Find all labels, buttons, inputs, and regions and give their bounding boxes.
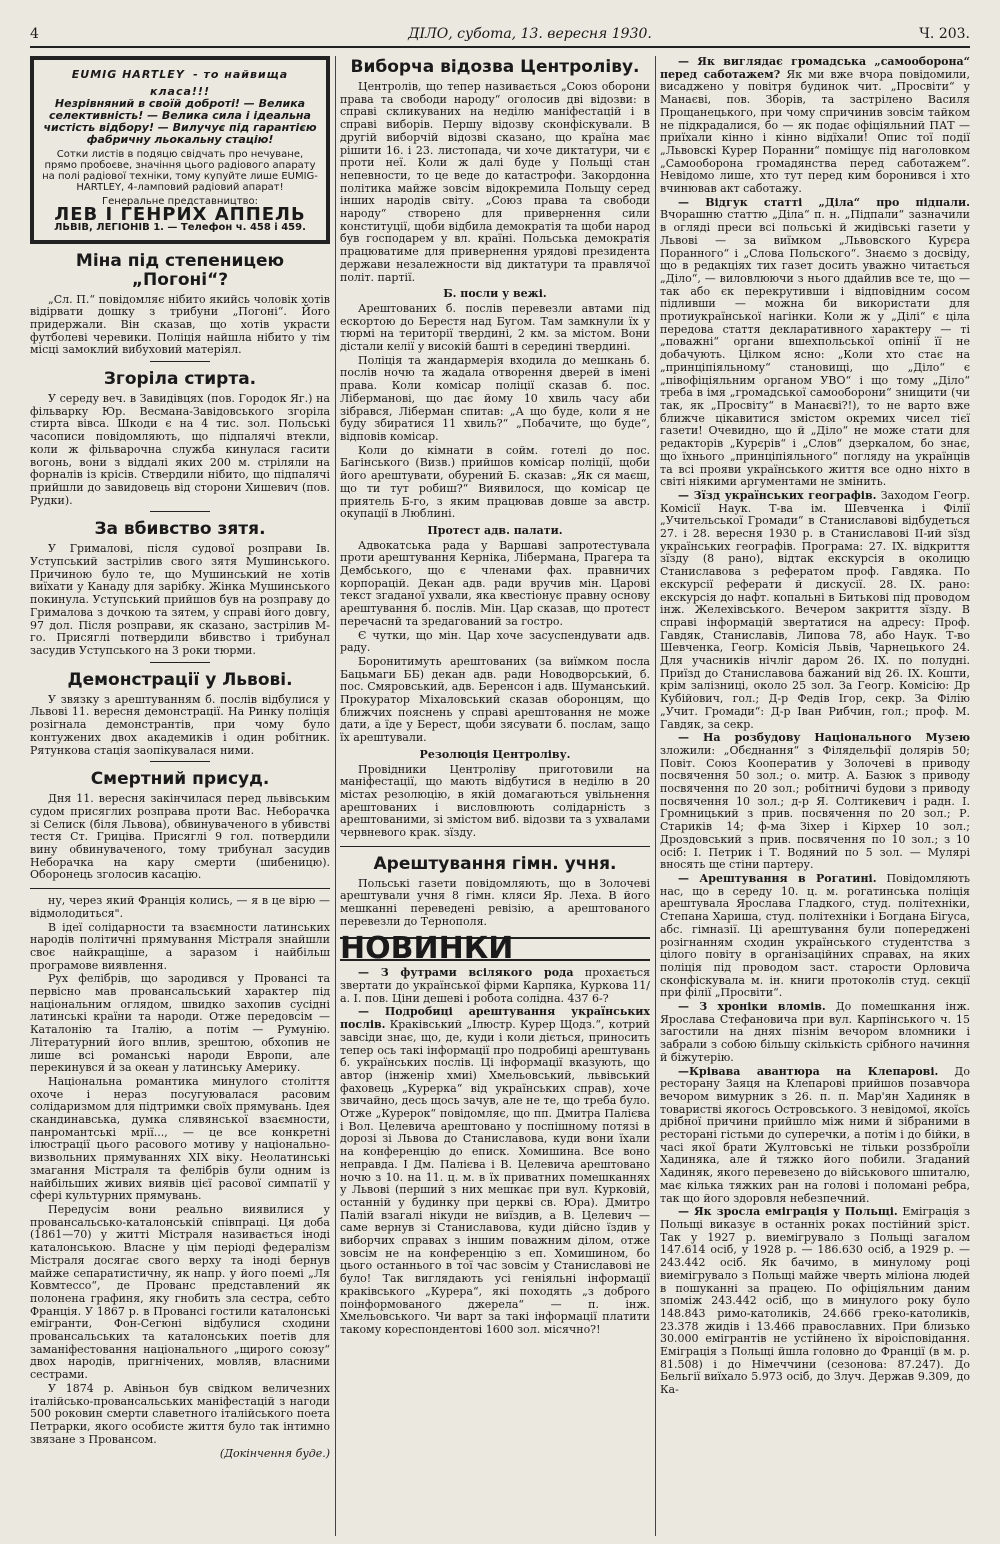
news-item-text: Вчорашню статтю „Діла“ п. н. „Підпали“ зазначили в огляді преси всі польські й жидівські газети у Львові — за виїмком „Львовского Курєра Поранного“ і „Слова Польского“. Знаємо з досвіду, що в редакціях тих газет досить уважно читається „Діло“, — виловлюючи з нього ддайлив все те, що — так або єк перекрутивши і відповідним сосом підливши — можна би використати для протиукраїнської нагінки. Коли ж у „Ділі“ є ціла передова стаття декларативного характеру — ті „поважні“ органи вшехпольської опінії її не добачують. Цілком ясно: „Коли хто стає на „принціпіяльному“ становищі, що „Діло“ є „півофіціяльним органом УВО“ і що тому „Діло“ треба в імя „громадської самооборони“ знищити (чи так, як „Просвіту“ в Манаєві?!), то не варто вже ближче цікавитися змістом окремих чисел тієї газети! Очевидно, що й „Діло“ не може стати для редакторів „Курєрів“ і „Слов“ дзеркалом, бо знає, що їхнього „принціпіяльного“ погляду на українців та всі прояви українського життя все одно ніхто в світі ніякими аргументами не змінить. — [660, 208, 970, 489]
ad-address: ЛЬВІВ, ЛЕГІОНІВ 1. — Телефон ч. 458 і 459. — [54, 221, 306, 233]
divider — [340, 846, 650, 847]
article-title: За вбивство зятя. — [94, 519, 266, 540]
news-item-text: До помешкання інж. Ярослава Стефановича при вул. Карпінського ч. 15 загостили на днях пізнім вечором вломники і забрали з собою більшу скількість срібного начиння й біжутерію. — [660, 1000, 970, 1064]
mistral-article — [30, 895, 330, 1446]
article-paragraph: Поліція та жандармерія входила до мешкань б. послів ночю та жадала отворення дверей в імені права. Коли комісар поліції сказав б. пос. Ліберманові, що дає йому 10 хвиль часу аби зібрався, Ліберман спитав: „А що буде, коли я не буду збиратися 11 хвиль?“ „Побачите, що буде“, відповів комісар. — [340, 353, 650, 443]
news-item-text: Заходом Геогр. Комісії Наук. Т-ва ім. Шевченка і Філії „Учительської Громади“ в Станиславові відбудеться 27. і 28. вересня 1930 р. в Станиславові II-ий зїзд українських географів. Програма: 27. IX. відкриття зїзду (8 рано), відтак екскурсія в околицю Станиславова з рефератом проф. Гавдяка. По екскурсії реферати й дискусії. 28. IX. рано: екскурсія до нафт. копальні в Битькові під проводом інж. Желехівського. Вечером закриття зїзду. В справі інформацій звертатися на адресу: Проф. Гавдяк, Станиславів, Липова 78, або Наук. Т-во Шевченка, Геогр. Комісія Львів, Чарнецького 24. Для учасників нічліг даром 26. IX. по полудні. Приїзд до Станиславова бажаний від 26. IX. Кошти, крім залізниці, около 25 зол. За Геогр. Комісію: Др Кубійович, гол.; Д-р Федів Ігор, секр. За Філію „Учит. Громади“: Д-р Іван Рибчин, гол.; проф. М. Гавдяк, за секр. — [660, 488, 970, 731]
ad-brand: EUMIG HARTLEY - то найвища класа!!! — [71, 68, 289, 98]
news-item — [340, 967, 650, 1005]
news-item-text: Еміграція з Польщі виказує в останніх роках постійний зріст. Так у 1927 р. виемігрувало з Польщі загалом 147.614 осіб, у 1928 р. — 186.630 осіб, а 1929 р. — 243.442 осіб. Як бачимо, в минулому році виемігрувало з Польщі майже чверть міліона людей в пошуканні за працею. По офіціяльним даним зпоміж 243.442 осіб, що в минулого року було 148.843 римо-католиків, 24.666 греко-католиків, 23.378 жидів і 13.466 православних. При близько 30.000 емігрантів не устійнено їх віроісповідання. Еміграція з Польщі йшла головно до Франції (в м. р. 81.508) і до Німеччини (сезонова: 87.247). До Бельгії виїхало 5.973 осіб, до Злуч. Держав 9.309, до Ка- — [660, 1205, 970, 1397]
article-body — [340, 764, 650, 840]
article-body — [340, 303, 650, 521]
article-text: У середу веч. в Завидівцях (пов. Городок Яг.) на фільварку Юр. Весмана-Завідовського згоріла стирта вівса. Шкоди є на 4 тис. зол. Польські часописи повідомляють, що підпалячі втекли, коли ж фільварочна служба кинулася гасити вогонь, вони з віддалі яких 200 м. стріляли на форналів із крісів. Ствердили нібито, що підпалячі прийшли до завидовець від сторони Хишевич (пов. Рудки). — [30, 392, 330, 507]
article-paragraph: Рух фелібрів, що зародився у Провансі та первісно мав провансальський характер під національним оглядом, швидко захопив сусідні латинські країни та народи. Отже передовсім — Каталонію та Італію, а потім — Румунію. Літературний його вплив, зрештою, обхопив не лише всі романські народи Европи, але перекинувся й за океан у латинську Америку. — [30, 972, 330, 1075]
article-paragraph: В ідеї солідарности та взаємности латинських народів політичні прямування Містраля знайшли своє найкращіше, а заразом і найбільш програмове виявлення. — [30, 920, 330, 972]
article-paragraph: Польські газети повідомляють, що в Золочеві арештували учня 8 гімн. кляси Яр. Леха. В його мешканні переведені ревізію, а арештованого перевезли до Тернополя. — [340, 876, 650, 928]
news-item-lead: — Подробиці арештування українських послів. — [340, 1005, 650, 1032]
column-3 — [660, 56, 970, 1536]
news-item — [660, 1001, 970, 1065]
news-item-text: прохається звертати до української фірми Карпяка, Куркова 11/а. І. пов. Ціни дешеві і робота солідна. 437 6-? — [340, 966, 650, 1005]
section-heading-novinky: НОВИНКИ — [340, 937, 650, 962]
news-item — [660, 873, 970, 1000]
issue-number: Ч. 203. — [919, 26, 970, 42]
article-paragraph: У 1874 р. Авіньон був свідком величезних італійсько-провансальських маніфестацій з нагоди 500 роковин смерти славетного італійського поета Петрарки, якого особисте життя було так інтимно звязане з Провансом. — [30, 1381, 330, 1446]
news-list — [660, 56, 970, 1397]
news-item-lead: — Відгук статті „Діла“ про підпали. — [678, 195, 970, 209]
article-title: Згоріла стирта. — [103, 369, 257, 390]
news-list — [340, 967, 650, 1336]
subsection-title: Протест адв. палати. — [427, 523, 563, 537]
article-title: Смертний присуд. — [90, 769, 270, 790]
section-rule — [30, 888, 330, 889]
news-item-text: Повідомляють нас, що в середу 10. ц. м. рогатинська поліція арештувала Ярослава Гладкого, студ. політехніки, Степана Хариша, студ. політехніки і Богдана Бігуса, абс. гімназії. Ці арештування були попереджені розігнанням сходин українського студентства з цілого повіту в організаційних справах, на яких поліція під проводом заст. старости Орловича сконфіскувала м. ін. книги протоколів студ. секції при філії „Просвіти“. — [660, 872, 970, 1000]
news-item-lead: — Як виглядає громадська „самооборона“ перед саботажем? — [660, 56, 970, 81]
divider — [150, 662, 210, 663]
news-item — [660, 1066, 970, 1206]
ad-slogan: Незрівняний в своїй доброті! — Велика селективність! — Велика сила і ідеальна чистість відбору! — Вилучує під гарантією фабричну льокальну стацію! — [43, 97, 317, 147]
divider — [150, 761, 210, 762]
news-item-lead: —Крівава авантюра на Клепарові. — [678, 1064, 939, 1078]
divider — [150, 511, 210, 512]
column-1 — [30, 56, 330, 1536]
article-paragraph: Є чутки, що мін. Цар хоче засуспендувати адв. раду. — [340, 628, 650, 655]
article-body — [340, 878, 650, 929]
article-text: У Грималові, після судової розправи Ів. Уступський застрілив свого зятя Мушинського. Причиною було те, що Мушинський не хотів виїхати у Канаду для зарібку. Жінка Мушинського покинула. Уступський прийшов був на розправу до Грималова з дочкою та зятем, у справі його довгу, 97 дол. Після розправи, як сказано, застрілив М-го. Присяглі потвердили вбивство і трибунал засудив Уступського на 3 роки тюрми. — [30, 542, 330, 657]
article-paragraph: Національна романтика минулого століття охоче і нераз посугуювалася расовим солідаризмом для підтримки своїх прямувань. Ідея скандинавська, думка слявянської взаємности, панромантські мрії..., — це все конкретні ілюстрації цього расового мотиву у національно-визвольних прямуваннях XIX віку. Неолатинські змагання Містраля та фелібрів були одним із найбільших живих виявів цієї расової симпатії у сфері культурних прямувань. — [30, 1074, 330, 1203]
news-item — [660, 490, 970, 731]
continued-note: (Докінчення буде.) — [219, 1447, 330, 1461]
radio-advertisement — [30, 56, 330, 244]
article-paragraph: Центролів, що тепер називається „Союз оборони права та свободи народу“ оголосив дві відозви: в справі скликуваних на неділю маніфестацій і в справі виборів. Першу відозву сконфіскували. В другій виборчій відозві сказано, що країна має рішити 16. і 23. листопада, чи хоче диктатури, чи є проти неї. Коли ж далі буде у Польщі стан непевности, то це веде до катастрофи. Закордонна політика майже зовсім відокремила Польщу серед інших народів світу. „Союз права та свободи народу“ створено для привернення сили конституції, щоби відбила демократія та щоби народ був господарем у вл. країні. Польська демократія працюватиме для привернення урядові президента держави незалежности від диктатури та правлячої політ. партії. — [340, 80, 650, 284]
news-item-text: зложили: „Обєднання“ з Філядельфії долярів 50; Повіт. Союз Кооператив у Золочеві в приводу посвячення 50 зол.; о. митр. А. Базюк з приводу посвячення по 20 зол.; робітничі будови з приводу посвячення 10 зол.; д-р Я. Солтикевич і радн. І. Громницький з прив. посвячення по 20 зол.; Р. Стариків 14; ф-ма Зіхер і Кірхер 10 зол.; Дроздовський з прив. посвячення по 10 зол.; з 10 осіб: І. Петрик і Т. Водяний по 5 зол. — Мулярі вносять ще стіни партеру. — [660, 743, 970, 872]
article-title: Міна під степеницею „Погоні“? — [75, 250, 285, 290]
news-item-lead: — На розбудову Національного Музею — [678, 731, 970, 745]
news-item-lead: — З футрами всілякого рода — [358, 966, 574, 980]
news-item-text: Краківський „Ілюстр. Курер Щодз.“, котрий завсіди знає, що, де, куди і коли діється, приносить тепер ось такі інформації про подробиці арештувань б. українських послів. Ці інформації вказують, що автор (інженір хмиі) Хмельовський, львівський фаховець „Курерка“ від українських справ), хоче звичайно, десь щось зачув, але не те, що треба було. Отже „Курерок“ повідомляє, що пп. Дмитра Палієва і Вол. Целевича арештовано у поспішному потязі в дорозі зі Львова до Станиславова, куди вони їхали на конференцію до еписк. Хомишина. Все воно неправда. І Дм. Палієва і В. Целевича арештовано ночю з 10. на 11. ц. м. в їх приватних помешканнях у Львові (перший з них мешкає при вул. Курковій, останній у будинку при церкві св. Юра). Дмитро Палій взагалі нікуди не виїздив, а В. Целевич — саме вернув зі Станиславова, куди дійсно їздив у виборчих справах з іншим поважним ділом, отже зовсім не на конференцію з еп. Хомишином, бо цього останнього в тої час зовсім у Станиславові не було! Так виглядають усі геніяльні інформації краківського „Курера“, які походять „з доброго поінформованого джерела“ — п. інж. Хмельовського. Чи варт за такі інформації платити такому кореспондентові 1600 зол. місячно?! — [340, 1018, 650, 1336]
subsection-title: Б. посли у вежі. — [443, 287, 547, 301]
article-paragraph: Арештованих б. послів перевезли автами під ескортою до Берестя над Бугом. Там замкнули їх у тюрмі на території твердині, 2 км. за містом. Вони дістали келії у високій башті в середині твердині. — [340, 301, 650, 354]
article-body — [340, 540, 650, 745]
news-item-lead: — З хроніки вломів. — [678, 1000, 826, 1014]
news-item — [340, 1006, 650, 1336]
ad-body: Сотки листів в подяцю свідчать про нечуване, прямо пробоєве, значіння цього радіового апарату на полі радіової техніки, тому купуйте лише EUMIG-HARTLEY, 4-ламповий радіовий апарат! — [42, 149, 318, 194]
article-title: Арештування гімн. учня. — [373, 853, 617, 874]
ad-representative-label: Генеральне представництво: — [102, 196, 258, 208]
article-text: У звязку з арештуванням б. послів відбулися у Львові 11. вересня демонстрації. На Ринку поліція розігнала демонстрантів, при чому було контужених двох академиків і один робітник. Рятункова стація заопікувалася ними. — [30, 692, 330, 757]
news-item — [660, 56, 970, 196]
article-title: Демонстрації у Львові. — [67, 669, 293, 690]
column-2 — [340, 56, 650, 1536]
article-text: „Сл. П.“ повідомляє нібито якийсь чоловік хотів відірвати дошку з трибуни „Погоні“. Його придержали. Він сказав, що хотів украсти футболеві черевики. Поліція найшла нібито у тім місці замоклий вибуховий матеріял. — [30, 292, 330, 357]
column-divider — [655, 56, 656, 1536]
news-item-text: До ресторану Заяця на Клепарові прийшов позавчора вечором вимурник з 26. п. п. Мар'ян Хадиняк в товаристві якогось Островського. З невідомої, якоїсь дрібної причини прийшло між ними й зібраними в ресторані гістьми до суперечки, а потім і до бійки, в часі якої брати Жултовські не тільки роззброїли Хадиняка, але й тяжко його побили. Згаданий Хадиняк, якого перевезено до військового шпиталю, має кілька тяжких ран на голові і поломані ребра, так що його здоровля небезпечний. — [660, 1064, 970, 1205]
news-item — [660, 197, 970, 489]
article-paragraph: Провідники Центроліву приготовили на маніфестації, що мають відбутися в неділю в 20 містах резолюцію, в якій домагаються увільнення арештованих і висловлюють солідарність з арештованими, зі змістом виб. відозви та з ухвалами червневого крак. зїзду. — [340, 762, 650, 840]
news-item — [660, 1206, 970, 1397]
article-title: Виборча відозва Центроліву. — [350, 57, 640, 77]
article-paragraph: Передусім вони реально виявилися у провансальсько-каталонській співпраці. Ця доба (1861—70) у житті Містраля називається іноді каталонською. Власне у цім періоді федералізм Містраля досягає свого верху та іноді бернув майже сепаратистичну, як напр. у його поемі „Ля Ковмтессо“, де Прованс представлений як полонена графиня, яку гнобить зла сестра, себто Франція. У 1867 р. в Провансі гостили каталонські емігранти, Фон-Сегюні відбулися сходини провансальських та каталонських поетів для заманіфестовання національного „щирого союзу“ двох народів, пригнічених, мовляв, власними сестрами. — [30, 1203, 330, 1382]
article-paragraph: Коли до кімнати в сойм. готелі до пос. Багінського (Визв.) прийшов комісар поліції, щоби його арештувати, обурений Б. сказав: „Як ся маєш, що ти тут робиш?“ Виявилося, що комісар це приятель Б-го, з яким працював довше за австр. окупації в Люблині. — [340, 443, 650, 521]
article-body — [340, 81, 650, 284]
subsection-title: Резолюція Центроліву. — [419, 747, 571, 761]
news-item — [660, 732, 970, 872]
news-item-lead: — Арештування в Рогатині. — [678, 872, 877, 885]
news-item-text: Як ми вже вчора повідомили, висаджено у повітря будинок чит. „Просвіти“ у Манаєві, пов. Зборів, та застрілено Василя Прощанецького, при чому спричинив зовсім тайком не підкрадалися, бо — як подає офіціяльний ПАТ — приїхали кінно і кінно відїхали! Опис тої події „Львовскі Курер Поранни“ поміщує під наголовком „Самооборона громадянства перед саботажем“. Невідомо лише, хто тут перед ким боронився і хто вчинював акт саботажу. — [660, 67, 970, 196]
news-item-lead: — Як зросла еміграція у Польщі. — [678, 1205, 898, 1219]
article-paragraph: Боронитимуть арештованих (за виїмком посла Бацьмаги ББ) декан адв. ради Новодворський, б. пос. Смяровський, адв. Беренсон і адв. Шуманський. Прокуратор Міхаловський сказав оборонцям, що ближчих пояснень у справі арештовання не може дати, а їде у Берест, щоби зясувати б. послам, защо їх арештували. — [340, 654, 650, 745]
article-paragraph: ну, через який Франція колись, — я в це вірю — відмолодиться". — [30, 894, 330, 920]
news-item-lead: — Зїзд українських географів. — [678, 488, 877, 502]
column-divider — [335, 56, 336, 1536]
ad-company-name: ЛЕВ І ГЕНРИХ АППЕЛЬ — [54, 204, 306, 226]
ad-tagline: - то найвища класа!!! — [150, 68, 289, 98]
divider — [150, 361, 210, 362]
page-number: 4 — [30, 26, 39, 42]
article-paragraph: Адвокатська рада у Варшаві запротестувала проти арештування Керніка, Лібермана, Прагера та Дембського, що є членами фах. правничих корпорацій. Декан адв. ради вручив мін. Царові текст згаданої ухвали, яка квестіонує правну основу арештування б. послів. Мін. Цар сказав, що протест перечаснй та зредагований за гостро. — [340, 538, 650, 628]
page-header — [30, 26, 970, 48]
masthead: ДІЛО, субота, 13. вересня 1930. — [408, 26, 652, 42]
article-text: Дня 11. вересня закінчилася перед львівським судом присяглих розправа проти Вас. Неборачка зі Селиск (біля Львова), обвинуваченого в убивстві тестя Ст. Грицівa. Присяглі 9 гол. потвердили вину обвинуваченого, тому трибунал засудив Неборачка на кару смерти (шибеницю). Оборонець зголосив касацію. — [30, 792, 330, 882]
